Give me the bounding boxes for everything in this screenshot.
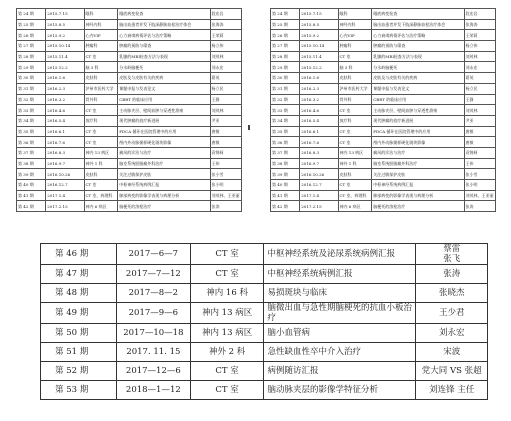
date-cell: 2016.6.1 <box>46 126 84 137</box>
department-cell: 神经内科 <box>338 19 372 30</box>
date-cell: 2017—9—6 <box>116 303 190 324</box>
department-cell: 皮肤科 <box>338 169 372 180</box>
speaker-cell: 王荣莉 <box>210 30 242 41</box>
date-cell: 2016.6.1 <box>300 126 338 137</box>
date-cell: 2018—1—12 <box>116 381 190 400</box>
date-cell: 2017—8—2 <box>116 284 190 303</box>
topic-cell: 颅内外动脉粥样硬化斑块影像 <box>118 137 210 148</box>
issue-cell: 第 36 期 <box>17 137 46 148</box>
date-cell: 2016.10.26 <box>46 169 84 180</box>
department-cell: 放疗科 <box>338 115 372 126</box>
topic-cell: 中枢神经系统及泌尿系统病例汇报 <box>264 244 416 265</box>
topic-cell: 课题申报与发表论文 <box>118 83 210 94</box>
date-cell: 2016.10.26 <box>300 169 338 180</box>
speaker-cell: 杨立民 <box>210 83 242 94</box>
table-row <box>41 362 488 381</box>
issue-cell: 第 35 期 <box>17 126 46 137</box>
issue-cell: 第 39 期 <box>17 169 46 180</box>
date-cell: 2016.2.3 <box>46 83 84 94</box>
speaker-cell: 唐敏 <box>210 137 242 148</box>
topic-cell: 脑小血管病 <box>264 324 416 343</box>
table-row <box>17 105 242 116</box>
topic-cell: 痛风的诊治与治疗 <box>372 147 464 158</box>
department-cell: 骨外科 <box>84 94 118 105</box>
topic-cell: CBRT 的临床应用 <box>372 94 464 105</box>
issue-cell: 第 46 期 <box>41 244 117 265</box>
speaker-cell: 唐敏 <box>464 137 496 148</box>
table-row <box>271 41 496 52</box>
date-cell: 2017—10—18 <box>116 324 190 343</box>
date-cell: 2017.2.15 <box>300 201 338 212</box>
table-row <box>17 158 242 169</box>
topic-cell: 眼底病变检查 <box>372 9 464 20</box>
topic-cell: 脑梗死的溶栓治疗 <box>372 201 464 212</box>
issue-cell: 第 40 期 <box>17 180 46 191</box>
department-cell: 神内 13 病区 <box>84 147 118 158</box>
speaker-cell: 张海涛 <box>210 19 242 30</box>
topic-cell: 急性缺血性卒中介入治疗 <box>264 343 416 362</box>
issue-cell: 第 35 期 <box>271 126 300 137</box>
issue-cell: 第 31 期 <box>271 83 300 94</box>
topic-cell: 课题申报与发表论文 <box>372 83 464 94</box>
table-row <box>271 94 496 105</box>
speaker-cell: 刘茂林、王亚丽 <box>464 190 496 201</box>
date-cell: 2015.12.2 <box>300 62 338 73</box>
department-cell: CT 室 <box>84 180 118 191</box>
table-row <box>271 19 496 30</box>
department-cell: 肿瘤科 <box>84 41 118 52</box>
issue-cell: 第 41 期 <box>271 190 300 201</box>
topic-cell: 皮肤及与皮肤有关的疾病 <box>118 73 210 84</box>
department-cell: 神内 6 病区 <box>84 201 118 212</box>
date-cell: 2017—7—12 <box>116 265 190 284</box>
date-cell: 2016.7.6 <box>46 137 84 148</box>
department-cell: 放疗科 <box>84 115 118 126</box>
speaker-cell: 王伟 <box>210 158 242 169</box>
department-cell: 神外 2 科 <box>190 343 264 362</box>
table-row <box>41 265 488 284</box>
speaker-cell: 王伟 <box>464 158 496 169</box>
speaker-cell: 张涛 <box>416 265 488 284</box>
issue-cell: 第 29 期 <box>271 62 300 73</box>
speaker-cell: 刘永宏 <box>416 324 488 343</box>
date-cell: 2015.7.15 <box>300 9 338 20</box>
department-cell: CT 室 <box>338 126 372 137</box>
date-cell: 2015.8.5 <box>46 19 84 30</box>
department-cell: 眼科 <box>84 9 118 20</box>
department-cell: CT 室 <box>338 105 372 116</box>
date-cell: 2017.2.15 <box>46 201 84 212</box>
topic-cell: PDCA 循环在医院管理中的应用 <box>118 126 210 137</box>
table-row <box>271 115 496 126</box>
department-cell: CT 室 <box>190 381 264 400</box>
speaker-cell: 刘茂林、王亚丽 <box>210 190 242 201</box>
topic-cell: 分水岭脑梗死 <box>118 62 210 73</box>
speaker-cell: 王荣莉 <box>464 30 496 41</box>
speaker-cell: 张晓杰 <box>416 284 488 303</box>
date-cell: 2015.12.2 <box>46 62 84 73</box>
department-cell: 眼科 <box>338 9 372 20</box>
speaker-cell: 张小明 <box>210 180 242 191</box>
issue-cell: 第 28 期 <box>17 51 46 62</box>
department-cell: CT 室 <box>190 362 264 381</box>
speaker-cell: 刘连锋 主任 <box>416 381 488 400</box>
date-cell: 2015.11.4 <box>46 51 84 62</box>
issue-cell: 第 32 期 <box>271 94 300 105</box>
department-cell: CT 室 <box>190 244 264 265</box>
topic-cell: 脑微出血与急性期脑梗死的抗血小板治疗 <box>264 303 416 324</box>
date-cell: 2017.1.4 <box>46 190 84 201</box>
speaker-cell: 段宏岩 <box>464 9 496 20</box>
topic-cell: 病例随访汇报 <box>264 362 416 381</box>
topic-cell: 现代肿瘤的放疗新进展 <box>372 115 464 126</box>
topic-cell: 脑室系统胆脂瘤外科治疗 <box>372 158 464 169</box>
topic-cell: 现代肿瘤的放疗新进展 <box>118 115 210 126</box>
speaker-cell: 尹亚 <box>210 115 242 126</box>
department-cell: CT 室 <box>84 105 118 116</box>
topic-cell: 脑动脉夹层的影像学特征分析 <box>264 381 416 400</box>
topic-cell: 中枢神经系统病例汇报 <box>118 180 210 191</box>
date-cell: 2015.10.14 <box>300 41 338 52</box>
table-row <box>271 73 496 84</box>
speaker-cell: 段宏岩 <box>210 9 242 20</box>
topic-cell: 易损斑块与临床 <box>264 284 416 303</box>
topic-cell: 中枢神经系统病例汇报 <box>372 180 464 191</box>
issue-cell: 第 26 期 <box>17 30 46 41</box>
department-cell: CT 室 <box>84 51 118 62</box>
issue-cell: 第 41 期 <box>17 190 46 201</box>
topic-cell: 主动脉夹层、壁间血肿与穿透性溃疡 <box>118 105 210 116</box>
speaker-cell: 刘永宏 <box>464 62 496 73</box>
table-row <box>41 303 488 324</box>
issue-cell: 第 33 期 <box>271 105 300 116</box>
table-row <box>17 201 242 212</box>
date-cell: 2016.4.6 <box>300 105 338 116</box>
table-row <box>17 147 242 158</box>
issue-cell: 第 36 期 <box>271 137 300 148</box>
table-row <box>17 62 242 73</box>
issue-cell: 第 29 期 <box>17 62 46 73</box>
topic-cell: 肿瘤的预防与筛查 <box>118 41 210 52</box>
issue-cell: 第 34 期 <box>17 115 46 126</box>
topic-cell: 肿瘤的预防与筛查 <box>372 41 464 52</box>
issue-cell: 第 27 期 <box>17 41 46 52</box>
issue-cell: 第 49 期 <box>41 303 117 324</box>
left-schedule-table <box>16 8 242 212</box>
speaker-cell: 刘茂林 <box>210 105 242 116</box>
speaker-cell: 袁锦柯 <box>210 147 242 158</box>
date-cell: 2016.3.2 <box>46 94 84 105</box>
speaker-cell: 王少君 <box>416 303 488 324</box>
date-cell: 2016.8.3 <box>46 147 84 158</box>
issue-cell: 第 39 期 <box>271 169 300 180</box>
issue-cell: 第 38 期 <box>271 158 300 169</box>
department-cell: CT 室 <box>84 137 118 148</box>
table-row <box>17 73 242 84</box>
speaker-cell: 杨立伟 <box>464 41 496 52</box>
topic-cell: 乳腺的MRI检查方法与表现 <box>372 51 464 62</box>
date-cell: 2016.1.6 <box>46 73 84 84</box>
department-cell: 神内 13 病区 <box>190 303 264 324</box>
issue-cell: 第 26 期 <box>271 30 300 41</box>
issue-cell: 第 38 期 <box>17 158 46 169</box>
topic-cell: 主动脉夹层、壁间血肿与穿透性溃疡 <box>372 105 464 116</box>
speaker-cell: 袁锦柯 <box>464 147 496 158</box>
table-row <box>41 343 488 362</box>
department-cell: 神内 13 病区 <box>338 147 372 158</box>
issue-cell: 第 42 期 <box>17 201 46 212</box>
speaker-cell: 张海涛 <box>464 19 496 30</box>
topic-cell: 心力衰竭病情评估与治疗策略 <box>118 30 210 41</box>
issue-cell: 第 25 期 <box>17 19 46 30</box>
date-cell: 2015.9.2 <box>46 30 84 41</box>
issue-cell: 第 42 期 <box>271 201 300 212</box>
speaker-cell: 宋波 <box>416 343 488 362</box>
speaker-cell: 张涛 <box>464 201 496 212</box>
table-row <box>271 30 496 41</box>
table-row <box>17 51 242 62</box>
date-cell: 2016.12.7 <box>300 180 338 191</box>
issue-cell: 第 32 期 <box>17 94 46 105</box>
department-cell: 心内VIP <box>84 30 118 41</box>
speaker-cell: 葛英 <box>464 73 496 84</box>
table-row <box>17 190 242 201</box>
speaker-cell: 唐敏 <box>464 126 496 137</box>
date-cell: 2016.8.3 <box>300 147 338 158</box>
topic-cell: 眼底病变检查 <box>118 9 210 20</box>
issue-cell: 第 47 期 <box>41 265 117 284</box>
table-row <box>17 126 242 137</box>
date-cell: 2016.9.7 <box>46 158 84 169</box>
topic-cell: CBRT 的临床应用 <box>118 94 210 105</box>
date-cell: 2016.12.7 <box>46 180 84 191</box>
speaker-cell: 刘茂林 <box>210 51 242 62</box>
speaker-cell: 张小雪 <box>464 169 496 180</box>
speaker-cell: 刘茂林 <box>464 51 496 62</box>
department-cell: CT 室 <box>190 265 264 284</box>
department-cell: 神外 1 科 <box>338 158 372 169</box>
issue-cell: 第 25 期 <box>271 19 300 30</box>
date-cell: 2015.9.2 <box>300 30 338 41</box>
speaker-cell: 王静 <box>464 94 496 105</box>
speaker-cell: 党大同 VS 张超 <box>416 362 488 381</box>
department-cell: CT 室 <box>84 126 118 137</box>
topic-cell: 颅内外动脉粥样硬化斑块影像 <box>372 137 464 148</box>
issue-cell: 第 31 期 <box>17 83 46 94</box>
topic-cell: 肺部病变的影像学表现与病理分析 <box>118 190 210 201</box>
department-cell: 肿瘤科 <box>338 41 372 52</box>
right-schedule-table <box>270 8 496 212</box>
topic-cell: 中枢神经系统病例汇报 <box>264 265 416 284</box>
department-cell: CT 室、病理科 <box>338 190 372 201</box>
table-row <box>41 244 488 265</box>
table-row <box>17 115 242 126</box>
issue-cell: 第 52 期 <box>41 362 117 381</box>
date-cell: 2017. 11. 15 <box>116 343 190 362</box>
issue-cell: 第 30 期 <box>271 73 300 84</box>
department-cell: CT 室 <box>338 180 372 191</box>
issue-cell: 第 28 期 <box>271 51 300 62</box>
table-row <box>17 30 242 41</box>
department-cell: 脑 3 科 <box>338 62 372 73</box>
speaker-cell: 尹亚 <box>464 115 496 126</box>
department-cell: CT 室、病理科 <box>84 190 118 201</box>
date-cell: 2015.7.15 <box>46 9 84 20</box>
speaker-cell: 杨立民 <box>464 83 496 94</box>
table-row <box>17 19 242 30</box>
topic-cell: 脑室系统胆脂瘤外科治疗 <box>118 158 210 169</box>
department-cell: 泸州市医药大学 <box>338 83 372 94</box>
department-cell: 心内VIP <box>338 30 372 41</box>
speaker-cell: 张涛 <box>210 201 242 212</box>
topic-cell: 皮肤及与皮肤有关的疾病 <box>372 73 464 84</box>
table-row <box>271 169 496 180</box>
topic-cell: 心力衰竭病情评估与治疗策略 <box>372 30 464 41</box>
topic-cell: 分水岭脑梗死 <box>372 62 464 73</box>
date-cell: 2016.5.4 <box>46 115 84 126</box>
department-cell: 神内 13 病区 <box>190 324 264 343</box>
date-cell: 2016.3.2 <box>300 94 338 105</box>
issue-cell: 第 53 期 <box>41 381 117 400</box>
date-cell: 2017—6—7 <box>116 244 190 265</box>
table-row <box>17 137 242 148</box>
speaker-cell: 张小明 <box>464 180 496 191</box>
table-row <box>17 94 242 105</box>
page-divider-mark <box>248 125 250 130</box>
date-cell: 2015.11.4 <box>300 51 338 62</box>
topic-cell: 关注过敏保护皮肤 <box>372 169 464 180</box>
department-cell: 皮肤科 <box>84 73 118 84</box>
issue-cell: 第 24 期 <box>17 9 46 20</box>
table-row <box>271 83 496 94</box>
table-row <box>41 324 488 343</box>
issue-cell: 第 27 期 <box>271 41 300 52</box>
topic-cell: 乳腺的MRI检查方法与表现 <box>118 51 210 62</box>
table-row <box>271 158 496 169</box>
department-cell: 神经内科 <box>84 19 118 30</box>
table-row <box>271 147 496 158</box>
department-cell: CT 室 <box>338 137 372 148</box>
department-cell: 泸州市医药大学 <box>84 83 118 94</box>
table-row <box>41 284 488 303</box>
date-cell: 2017.1.4 <box>300 190 338 201</box>
topic-cell: 脑出血患者并发下肢深静脉血栓治疗体会 <box>372 19 464 30</box>
issue-cell: 第 48 期 <box>41 284 117 303</box>
department-cell: 骨外科 <box>338 94 372 105</box>
date-cell: 2016.4.6 <box>46 105 84 116</box>
table-row <box>17 41 242 52</box>
main-schedule-table <box>40 243 488 400</box>
table-row <box>17 180 242 191</box>
date-cell: 2016.1.6 <box>300 73 338 84</box>
issue-cell: 第 24 期 <box>271 9 300 20</box>
speaker-cell: 王静 <box>210 94 242 105</box>
date-cell: 2015.8.5 <box>300 19 338 30</box>
department-cell: 神内 6 病区 <box>338 201 372 212</box>
topic-cell: 肺部病变的影像学表现与病理分析 <box>372 190 464 201</box>
table-row <box>17 9 242 20</box>
department-cell: 皮肤科 <box>84 169 118 180</box>
date-cell: 2015.10.14 <box>46 41 84 52</box>
table-row <box>17 169 242 180</box>
issue-cell: 第 37 期 <box>17 147 46 158</box>
table-row <box>271 9 496 20</box>
department-cell: 神外 1 科 <box>84 158 118 169</box>
issue-cell: 第 50 期 <box>41 324 117 343</box>
date-cell: 2016.5.4 <box>300 115 338 126</box>
date-cell: 2016.7.6 <box>300 137 338 148</box>
topic-cell: 关注过敏保护皮肤 <box>118 169 210 180</box>
table-row <box>271 126 496 137</box>
table-row <box>17 83 242 94</box>
table-row <box>271 105 496 116</box>
topic-cell: 脑出血患者并发下肢深静脉血栓治疗体会 <box>118 19 210 30</box>
table-row <box>271 180 496 191</box>
date-cell: 2016.2.3 <box>300 83 338 94</box>
table-row <box>271 190 496 201</box>
speaker-cell: 刘永宏 <box>210 62 242 73</box>
department-cell: 神内 16 科 <box>190 284 264 303</box>
speaker-cell: 杨立伟 <box>210 41 242 52</box>
speaker-cell: 蔡雷 张飞 <box>416 244 488 265</box>
topic-cell: 脑梗死的溶栓治疗 <box>118 201 210 212</box>
department-cell: 皮肤科 <box>338 73 372 84</box>
speaker-cell: 唐敏 <box>210 126 242 137</box>
department-cell: 脑 3 科 <box>84 62 118 73</box>
issue-cell: 第 51 期 <box>41 343 117 362</box>
table-row <box>41 381 488 400</box>
department-cell: CT 室 <box>338 51 372 62</box>
issue-cell: 第 33 期 <box>17 105 46 116</box>
table-row <box>271 137 496 148</box>
issue-cell: 第 40 期 <box>271 180 300 191</box>
table-row <box>271 51 496 62</box>
table-row <box>271 201 496 212</box>
date-cell: 2017—12—6 <box>116 362 190 381</box>
topic-cell: 痛风的诊治与治疗 <box>118 147 210 158</box>
speaker-cell: 刘茂林 <box>464 105 496 116</box>
speaker-cell: 张小雪 <box>210 169 242 180</box>
table-row <box>271 62 496 73</box>
topic-cell: PDCA 循环在医院管理中的应用 <box>372 126 464 137</box>
speaker-cell: 葛英 <box>210 73 242 84</box>
date-cell: 2016.9.7 <box>300 158 338 169</box>
issue-cell: 第 34 期 <box>271 115 300 126</box>
issue-cell: 第 30 期 <box>17 73 46 84</box>
issue-cell: 第 37 期 <box>271 147 300 158</box>
